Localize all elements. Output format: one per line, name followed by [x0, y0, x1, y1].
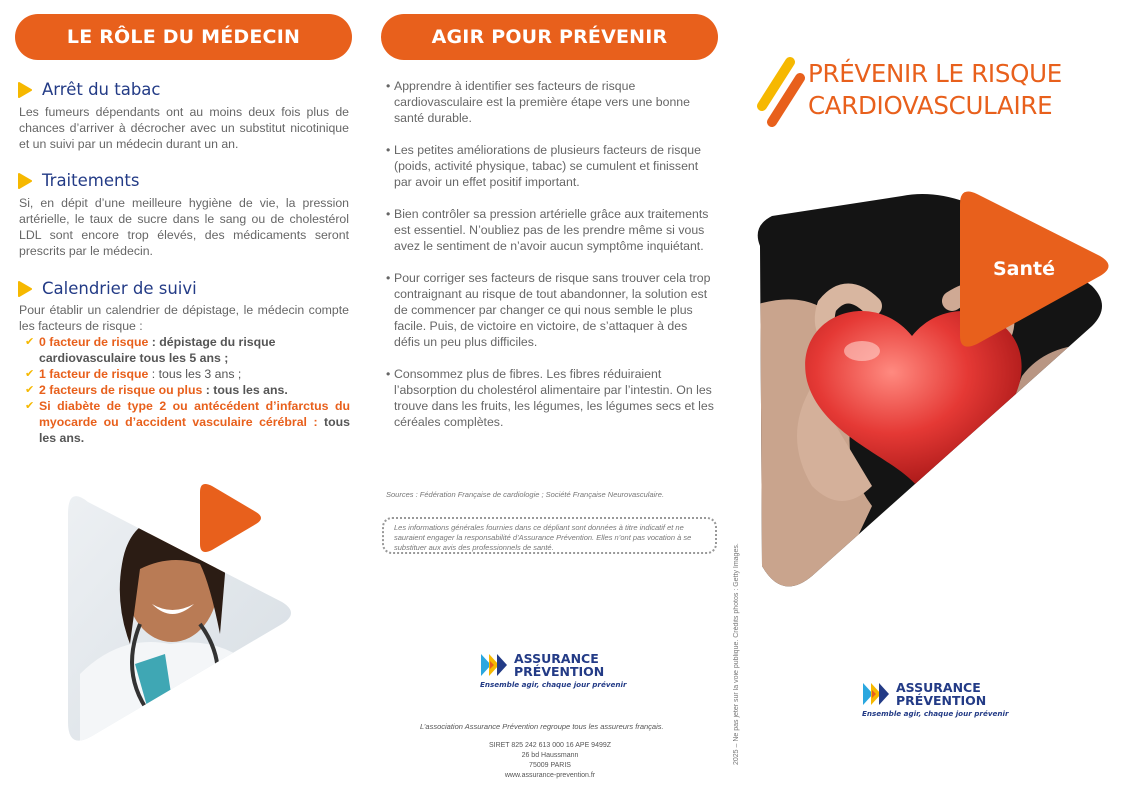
risk-checklist	[25, 334, 350, 446]
assurance-prevention-logo	[862, 681, 1009, 718]
logo-arrows-icon	[480, 652, 510, 678]
title-slash-icon	[752, 56, 808, 128]
logo-line1: ASSURANCE	[896, 680, 981, 695]
sources-note: Sources : Fédération Française de cardiologie ; Société Française Neurovasculaire.	[386, 490, 665, 499]
prevention-item	[386, 78, 714, 126]
address-line: 75009 PARIS	[529, 762, 571, 769]
sante-badge: Santé	[993, 258, 1056, 280]
left-panel-header-text: LE RÔLE DU MÉDECIN	[66, 26, 301, 48]
heart-hands-photo	[752, 186, 1122, 591]
logo-line2: PRÉVENTION	[896, 693, 987, 708]
logo-line1: ASSURANCE	[514, 651, 599, 666]
middle-panel-header-text: AGIR POUR PRÉVENIR	[431, 26, 668, 48]
checklist-rest: : tous les ans.	[202, 383, 288, 397]
check-icon: ✔	[25, 400, 35, 412]
checklist-rest: : dépistage du risque cardiovasculaire tous les 5 ans ;	[39, 335, 276, 365]
section-title-text: Calendrier de suivi	[42, 279, 197, 298]
checklist-item	[25, 382, 350, 398]
address-line: www.assurance-prevention.fr	[504, 772, 596, 779]
checklist-item	[25, 334, 350, 366]
title-line1: PRÉVENIR LE RISQUE	[808, 59, 1062, 88]
section-body-calendrier: Pour établir un calendrier de dépistage, le médecin compte les facteurs de risque :	[19, 303, 349, 333]
checklist-rest: tous les ans.	[39, 415, 351, 445]
bullet-dot: •	[386, 143, 391, 157]
prevention-list	[386, 78, 714, 446]
section-body-tabac: Les fumeurs dépendants ont au moins deux fois plus de chances d’arriver à décrocher avec un substitut nicotinique et un suivi par un médecin durant un an.	[19, 105, 349, 151]
doctor-photo	[60, 474, 300, 752]
address-line: SIRET 825 242 613 000 16 APE 9499Z	[488, 742, 612, 749]
logo-line2: PRÉVENTION	[514, 664, 605, 679]
checklist-item	[25, 398, 350, 446]
play-bullet-icon	[18, 173, 32, 189]
brochure-title	[808, 58, 1062, 122]
checklist-highlight: 1 facteur de risque	[39, 367, 149, 381]
section-title-traitements	[18, 171, 140, 190]
left-panel-header	[15, 14, 352, 60]
checklist-item	[25, 366, 350, 382]
prevention-item-text: Consommez plus de fibres. Les fibres réduiraient l’absorption du cholestérol alimentaire par l’intestin. On les trouve dans les fruits, les légumes, les légumes secs et les céréales complètes.	[394, 367, 714, 429]
checklist-rest: : tous les 3 ans ;	[148, 367, 242, 381]
prevention-item-text: Bien contrôler sa pression artérielle grâce aux traitements est essentiel. N’oubliez pas de les prendre même si vous avez le sentiment de n’avoir aucun symptôme inquiétant.	[394, 207, 709, 253]
bullet-dot: •	[386, 207, 391, 221]
checklist-highlight: 0 facteur de risque	[39, 335, 149, 349]
prevention-item	[386, 366, 714, 430]
logo-arrows-icon	[862, 681, 892, 707]
play-bullet-icon	[18, 281, 32, 297]
section-title-calendrier	[18, 279, 197, 298]
prevention-item	[386, 206, 714, 254]
assurance-prevention-logo	[480, 652, 627, 689]
check-icon: ✔	[25, 336, 35, 348]
bullet-dot: •	[386, 271, 391, 285]
print-credits: 2025 – Ne pas jeter sur la voie publique. Crédits photos : Getty Images.	[733, 543, 740, 765]
prevention-item-text: Pour corriger ses facteurs de risque sans trouver cela trop contraignant au risque de tout abandonner, la solution est de commencer par changer ce qui nous semble le plus facile. Puis, de victoire en victoire, de s’attaquer à des défis un peu plus difficiles.	[394, 271, 711, 349]
logo-tagline: Ensemble agir, chaque jour prévenir	[862, 709, 1009, 718]
check-icon: ✔	[25, 368, 35, 380]
section-body-traitements: Si, en dépit d’une meilleure hygiène de vie, la pression artérielle, le taux de sucre dans le sang ou de cholestérol LDL sont encore trop élevés, des médicaments seront prescrits par le médecin.	[19, 196, 349, 258]
prevention-item	[386, 142, 714, 190]
checklist-highlight: Si diabète de type 2 ou antécédent d’infarctus du myocarde ou d’accident vasculaire cérébral :	[39, 399, 350, 429]
disclaimer-box: Les informations générales fournies dans ce dépliant sont données à titre indicatif et ne sauraient engager la responsabilité d’Assurance Prévention. Elles n’ont pas vocation à se substituer aux avis des professionnels de santé.	[382, 517, 717, 554]
bullet-dot: •	[386, 79, 391, 93]
title-line2: CARDIOVASCULAIRE	[808, 91, 1053, 120]
address-line: 26 bd Haussmann	[521, 752, 579, 759]
logo-tagline: Ensemble agir, chaque jour prévenir	[480, 680, 627, 689]
section-title-text: Arrêt du tabac	[42, 80, 161, 99]
check-icon: ✔	[25, 384, 35, 396]
prevention-item-text: Les petites améliorations de plusieurs facteurs de risque (poids, activité physique, tabac) se cumulent et finissent par avoir un effet positif important.	[394, 143, 701, 189]
middle-panel-header	[381, 14, 718, 60]
checklist-highlight: 2 facteurs de risque ou plus	[39, 383, 203, 397]
address-block	[470, 741, 630, 781]
association-note: L’association Assurance Prévention regroupe tous les assureurs français.	[420, 722, 664, 731]
prevention-item-text: Apprendre à identifier ses facteurs de risque cardiovasculaire est la première étape vers une bonne santé durable.	[394, 79, 690, 125]
section-title-text: Traitements	[42, 171, 140, 190]
prevention-item	[386, 270, 714, 350]
section-title-tabac	[18, 80, 160, 99]
play-bullet-icon	[18, 82, 32, 98]
bullet-dot: •	[386, 367, 391, 381]
